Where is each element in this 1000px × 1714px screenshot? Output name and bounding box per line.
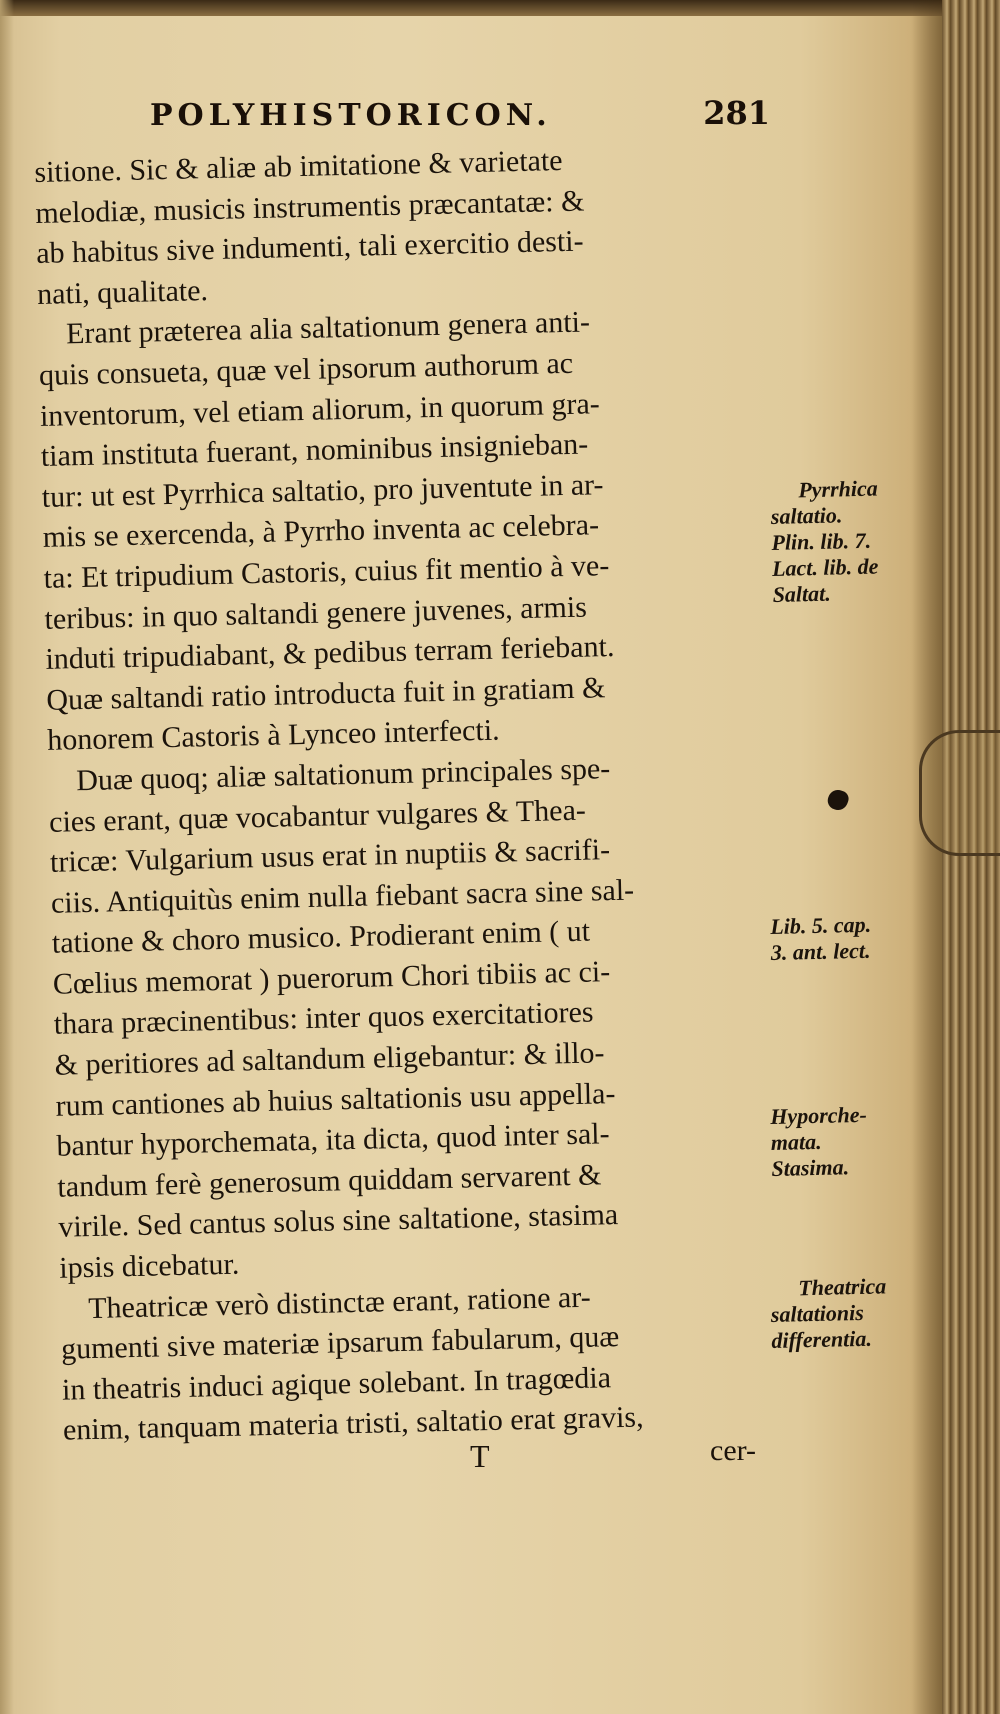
margin-line: 3. ant. lect. [770,937,871,965]
margin-line: saltationis [770,1299,865,1327]
page-edges [942,0,1000,1714]
text-line: induti tripudiabant, & pedibus terram feriebant. [45,630,615,676]
text-line: Quæ saltandi ratio introducta fuit in gratiam & [46,670,606,717]
margin-line: Stasima. [771,1154,850,1181]
margin-line: saltatio. [770,502,843,529]
text-line: in theatris induci agique solebant. In tragœdia [61,1361,612,1407]
top-shadow [0,0,1000,16]
text-line: enim, tanquam materia tristi, saltatio erat gravis, [62,1400,644,1448]
text-line: tricæ: Vulgarium usus erat in nuptiis & sacrifi- [49,833,611,879]
margin-line: differentia. [771,1325,873,1353]
catchword: cer- [710,1434,757,1467]
main-text [34,136,808,1452]
margin-note-theatrica [770,1272,932,1354]
text-line: Duæ quoq; aliæ saltationum principales spe- [75,751,611,798]
text-line: ciis. Antiquitùs enim nulla fiebant sacra sine sal- [50,873,635,920]
page-header [140,92,780,142]
text-line: Theatricæ verò distinctæ erant, ratione ar- [87,1280,591,1325]
ink-blot [825,787,851,813]
text-line: & peritiores ad saltandum eligebantur: & illo- [54,1036,605,1082]
text-line: rum cantiones ab huius saltationis usu appella- [55,1076,616,1123]
text-line: ab habitus sive indumenti, tali exercitio desti- [35,224,584,271]
text-line: ipsis dicebatur. [58,1247,240,1285]
text-line: teribus: in quo saltandi genere juvenes, armis [44,590,588,636]
margin-line: mata. [770,1128,822,1155]
text-line: ta: Et tripudium Castoris, cuius fit mentio à ve- [43,548,610,595]
text-line: nati, qualitate. [36,273,209,311]
text-line: inventorum, vel etiam aliorum, in quorum gra- [39,386,601,433]
text-line: Cœlius memorat ) puerorum Chori tibiis ac ci- [52,955,611,1001]
margin-line: Lact. lib. de [771,553,879,581]
text-line: quis consueta, quæ vel ipsorum authorum ac [38,346,574,392]
margin-line: Hyporche- [770,1101,868,1129]
text-line: mis se exercenda, à Pyrrho inventa ac celebra- [42,508,600,555]
text-line: cies erant, quæ vocabantur vulgares & Thea- [48,793,587,839]
text-line: tandum ferè generosum quiddam servarent & [57,1158,602,1204]
text-line: gumenti sive materiæ ipsarum fabularum, quæ [60,1320,620,1366]
text-line: bantur hyporchemata, ita dicta, quod inter sal- [56,1117,610,1163]
margin-line: Theatrica [797,1273,887,1301]
text-line: thara præcinentibus: inter quos exercitatiores [53,996,594,1042]
signature-mark: T [470,1438,490,1474]
margin-note-pyrrhica [770,474,933,608]
text-line: honorem Castoris à Lynceo interfecti. [46,713,500,758]
text-line: tatione & choro musico. Prodierant enim ( ut [51,914,591,961]
margin-note-hyporchemata [770,1100,932,1182]
text-line: tur: ut est Pyrrhica saltatio, pro juventute in ar- [41,467,604,514]
page-number: 281 [703,94,770,132]
margin-line: Lib. 5. cap. [770,911,872,939]
left-edge [0,0,14,1714]
running-title: POLYHISTORICON. [150,98,552,133]
margin-note-lib5 [770,910,931,966]
margin-line: Plin. lib. 7. [771,527,872,555]
margin-line: Saltat. [772,580,831,607]
text-line: sitione. Sic & aliæ ab imitatione & varietate [34,144,563,189]
gutter-shadow [912,0,942,1714]
text-line: melodiæ, musicis instrumentis præcantatæ: & [34,184,585,230]
text-line: tiam instituta fuerant, nominibus insignieban- [40,427,589,474]
clasp-mark [919,730,1000,856]
margin-line: Pyrrhica [797,475,878,503]
text-line: Erant præterea alia saltationum genera anti- [65,305,591,351]
text-line: virile. Sed cantus solus sine saltatione, stasima [58,1198,619,1245]
